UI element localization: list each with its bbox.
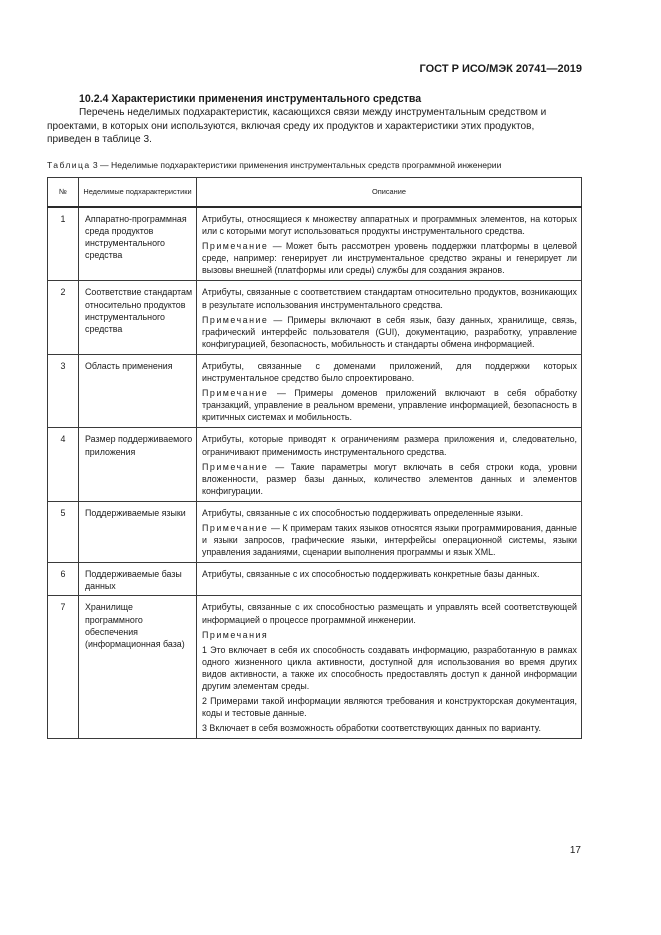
row-description	[197, 281, 582, 354]
note-text: — Такие параметры могут включать в себя строки кода, уровни вложенности, размер базы данных, количество элементов данных и элементов конфигурации.	[202, 461, 577, 496]
table-body	[48, 207, 582, 739]
note-label: Примечание	[202, 522, 269, 533]
note-label: Примечание	[202, 314, 269, 325]
note-label: Примечание	[202, 461, 269, 472]
note-text: — Может быть рассмотрен уровень поддержки платформы в целевой среде, например: генерирует ли инструментальное средство экраны и генерирует ли вызовы внешней (платформы или среды) службы для создания экранов.	[202, 241, 577, 276]
note-paragraph	[202, 522, 577, 558]
note-paragraph	[202, 314, 577, 350]
note-text: — Примеры включают в себя язык, базу данных, хранилище, связь, графический интерфейс пользователя (GUI), документацию, разработку, управление конфигурацией, безопасность, мобильность и стандарты обмена информацией.	[202, 314, 577, 349]
row-number: 2	[48, 281, 79, 354]
table-row	[48, 354, 582, 427]
row-description	[197, 354, 582, 427]
note-text: 2 Примерами такой информации являются требования и конструкторская документация, коды и тестовые данные.	[202, 696, 577, 719]
row-description	[197, 563, 582, 596]
table-caption	[47, 160, 501, 170]
note-text: 1 Это включает в себя их способность создавать информацию, разработанную в рамках одного жизненного цикла активности, доступной для использования во время других видов активности, а также их способность предоставлять доступ к данной информации другим элементам среды.	[202, 644, 577, 691]
note-text: — Примеры доменов приложений включают в себя обработку транзакций, управление в реальном времени, управление информацией, безопасность в критичных системах и мобильность.	[202, 388, 577, 423]
note-label: Примечание	[202, 241, 269, 252]
note-paragraph	[202, 695, 577, 719]
row-characteristic-name: Хранилище программного обеспечения (информационная база)	[79, 596, 197, 739]
row-description	[197, 596, 582, 739]
header-name: Неделимые подхарактеристики	[79, 178, 197, 208]
table-caption-text: 3 — Неделимые подхарактеристики применения инструментальных средств программной инженерии	[92, 160, 502, 170]
description-text: Атрибуты, относящиеся к множеству аппаратных и программных элементов, на которых или с которыми могут использоваться продукты инструментального средства.	[202, 214, 577, 237]
row-characteristic-name: Поддерживаемые базы данных	[79, 563, 197, 596]
description-text: Атрибуты, связанные с доменами приложений, для поддержки которых инструментальное средство было спроектировано.	[202, 360, 577, 384]
note-paragraph	[202, 644, 577, 692]
row-number: 1	[48, 207, 79, 281]
row-number: 6	[48, 563, 79, 596]
page-number: 17	[569, 845, 581, 856]
description-text: Атрибуты, связанные с их способностью поддерживать конкретные базы данных.	[202, 569, 540, 580]
row-characteristic-name: Аппаратно-программная среда продуктов инструментального средства	[79, 207, 197, 281]
description-text: Атрибуты, связанные с соответствием стандартам относительно продуктов, возникающих в результате использования инструментального средства.	[202, 287, 577, 310]
table-caption-label: Таблица	[47, 160, 91, 170]
table-row	[48, 428, 582, 501]
row-characteristic-name: Соответствие стандартам относительно продуктов инструментального средства	[79, 281, 197, 354]
description-text: Атрибуты, связанные с их способностью поддерживать определенные языки.	[202, 507, 524, 518]
table-row	[48, 501, 582, 562]
note-paragraph	[202, 240, 577, 276]
header-num: №	[48, 178, 79, 208]
row-number: 3	[48, 354, 79, 427]
note-label: Примечание	[202, 388, 269, 399]
row-number: 5	[48, 501, 79, 562]
note-text: 3 Включает в себя возможность обработки соответствующих данных по вариантy.	[202, 723, 541, 734]
row-number: 7	[48, 596, 79, 739]
notes-heading: Примечания	[202, 629, 269, 640]
description-text: Атрибуты, связанные с их способностью размещать и управлять всей соответствующей информацией о процессе программной инженерии.	[202, 602, 577, 625]
table-row	[48, 596, 582, 739]
table-row	[48, 281, 582, 354]
row-characteristic-name: Размер поддерживаемого приложения	[79, 428, 197, 501]
table-row	[48, 207, 582, 281]
characteristics-table	[47, 177, 582, 739]
intro-paragraph: Перечень неделимых подхарактеристик, касающихся связи между инструментальным средством и проектами, в которых они используются, включая среду их продуктов и характеристики этих продуктов, приведен в таблице 3.	[47, 107, 547, 145]
document-code: ГОСТ Р ИСО/МЭК 20741—2019	[419, 63, 582, 75]
note-paragraph	[202, 387, 577, 423]
note-text: — К примерам таких языков относятся языки программирования, данные и языки запросов, графические языки, интерфейсы операционной системы, языки управления заданиями, сценарии выполнения программы и язык XML.	[202, 522, 577, 558]
row-description	[197, 501, 582, 562]
header-desc: Описание	[197, 178, 582, 208]
table-row	[48, 563, 582, 596]
note-paragraph	[202, 461, 577, 497]
row-characteristic-name: Область применения	[79, 354, 197, 427]
note-paragraph	[202, 722, 577, 734]
description-text: Атрибуты, которые приводят к ограничениям размера приложения и, следовательно, ограничивают применимость инструментального средства.	[202, 434, 577, 457]
row-description	[197, 207, 582, 281]
section-title: 10.2.4 Характеристики применения инструментального средства	[79, 93, 422, 105]
row-characteristic-name: Поддерживаемые языки	[79, 501, 197, 562]
row-description	[197, 428, 582, 501]
row-number: 4	[48, 428, 79, 501]
table-header-row	[48, 178, 582, 208]
